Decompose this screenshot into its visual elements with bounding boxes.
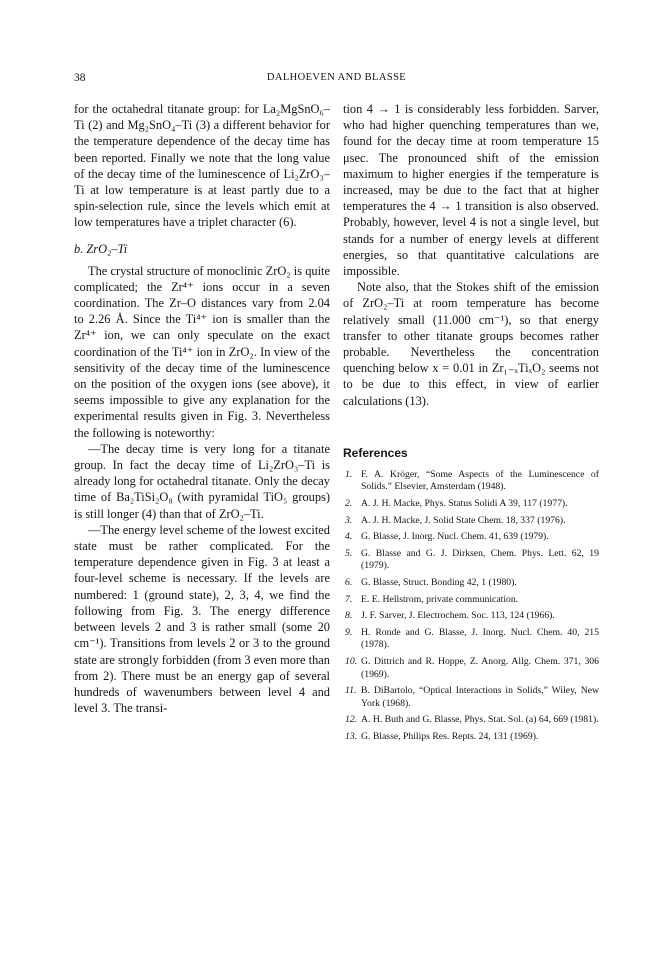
reference-text: F. A. Kröger, “Some Aspects of the Luminescence of Solids.” Elsevier, Amsterdam (1948).	[361, 468, 599, 493]
reference-number: 11.	[345, 685, 357, 697]
reference-text: A. J. H. Macke, Phys. Status Solidi A 39, 117 (1977).	[361, 498, 568, 510]
references-heading: References	[343, 445, 408, 460]
reference-text: A. H. Buth and G. Blasse, Phys. Stat. Sol. (a) 64, 669 (1981).	[361, 714, 599, 726]
reference-number: 8.	[345, 610, 353, 622]
reference-text: H. Ronde and G. Blasse, J. Inorg. Nucl. Chem. 40, 215 (1978).	[361, 626, 599, 651]
reference-text: A. J. H. Macke, J. Solid State Chem. 18, 337 (1976).	[361, 514, 566, 526]
reference-item	[343, 548, 599, 573]
left-paragraph-2: The crystal structure of monoclinic ZrO₂ is quite complicated; the Zr⁴⁺ ions occur in a seven coordination. The Zr–O distances vary from 2.04 to 2.26 Å. Since the Ti⁴⁺ ion is smaller than the Zr⁴⁺ ion, we can only speculate on the exact coordination of the Ti⁴⁺ ion in ZrO₂. In view of the sensitivity of the decay time of the luminescence on the position of the oxygen ions (see above), it seems impossible to give any explanation for the experimental results given in Fig. 3. Nevertheless the following is noteworthy:	[74, 263, 330, 440]
right-paragraph-2: Note also, that the Stokes shift of the emission of ZrO₂–Ti at room temperature has become relatively small (11.000 cm⁻¹), so that energy transfer to other titanate groups becomes rather probable. Nevertheless the concentration quenching below x = 0.01 in Zr₁₋ₓTiₓO₂ seems not to be due to this effect, in view of earlier calculations (13).	[343, 280, 599, 408]
reference-text: G. Blasse, Struct. Bonding 42, 1 (1980).	[361, 577, 517, 589]
left-paragraph-1: for the octahedral titanate group: for La₂MgSnO₆–Ti (2) and Mg₂SnO₄–Ti (3) a different behavior for the temperature dependence of the decay time has been reported. Finally we note that the long value of the decay time of the luminescence of Li₂ZrO₃–Ti at low temperature is at least partly due to a spin-selection rule, since the levels which emit at low temperatures have a triplet character (6).	[74, 102, 330, 230]
page-header	[74, 70, 599, 86]
reference-item	[343, 627, 599, 652]
reference-text: G. Dittrich and R. Hoppe, Z. Anorg. Allg. Chem. 371, 306 (1969).	[361, 655, 599, 680]
reference-item	[343, 610, 599, 623]
reference-text: B. DiBartolo, “Optical Interactions in Solids,” Wiley, New York (1968).	[361, 685, 599, 709]
running-head: DALHOEVEN AND BLASSE	[266, 72, 407, 83]
reference-number: 7.	[345, 593, 353, 605]
reference-number: 2.	[345, 498, 353, 510]
reference-number: 1.	[345, 468, 353, 480]
left-paragraph-4: —The energy level scheme of the lowest excited state must be rather complicated. For the temperature dependence given in Fig. 3 at least a four-level scheme is necessary. If the levels are numbered: 1 (ground state), 2, 3, 4, we find the following from Fig. 3. The energy difference between levels 2 and 3 is rather small (some 20 cm⁻¹). Transitions from levels 2 or 3 to the ground state are strongly forbidden (from 3 even more than from 2). There must be an energy gap of several hundreds of wavenumbers between level 4 and level 3. The transi-	[74, 522, 330, 716]
references-list	[343, 469, 599, 744]
reference-text: E. E. Hellstrom, private communication.	[361, 593, 519, 605]
reference-number: 5.	[345, 547, 353, 559]
reference-item	[343, 577, 599, 590]
section-heading: b. ZrO₂–Ti	[74, 241, 128, 256]
reference-text: J. F. Sarver, J. Electrochem. Soc. 113, 124 (1966).	[361, 610, 555, 622]
right-paragraph-1: tion 4 → 1 is considerably less forbidden. Sarver, who had higher quenching temperatures than we, found for the decay time at room temperature 15 μsec. The pronounced shift of the emission maximum to higher energies if the temperature is increased, may be due to the fact that at higher temperatures the 4 → 1 transition is also observed. Probably, however, level 4 is not a single level, but stands for a number of energy levels at different energies, so that quantitative calculations are impossible.	[343, 102, 599, 279]
reference-number: 10.	[345, 655, 358, 667]
reference-number: 12.	[345, 714, 358, 726]
reference-number: 4.	[345, 531, 353, 543]
reference-text: G. Blasse, J. Inorg. Nucl. Chem. 41, 639 (1979).	[361, 531, 549, 543]
reference-number: 13.	[345, 730, 358, 742]
right-column	[343, 101, 599, 748]
reference-item	[343, 498, 599, 511]
reference-item	[343, 594, 599, 607]
reference-number: 9.	[345, 626, 353, 638]
reference-number: 3.	[345, 514, 353, 526]
reference-item	[343, 469, 599, 494]
page-number: 38	[74, 72, 86, 84]
reference-text: G. Blasse and G. J. Dirksen, Chem. Phys. Lett. 62, 19 (1979).	[361, 547, 599, 572]
reference-item	[343, 531, 599, 544]
reference-item	[343, 731, 599, 744]
reference-item	[343, 685, 599, 710]
left-paragraph-3: —The decay time is very long for a titanate group. In fact the decay time of Li₂ZrO₃–Ti is already long for octahedral titanate. Only the decay time of Ba₂TiSi₂O₈ (with pyramidal TiO₅ groups) is still longer (4) than that of ZrO₂–Ti.	[74, 441, 330, 521]
left-column	[74, 101, 330, 716]
reference-item	[343, 714, 599, 727]
reference-item	[343, 656, 599, 681]
reference-item	[343, 515, 599, 528]
reference-number: 6.	[345, 577, 353, 589]
reference-text: G. Blasse, Philips Res. Repts. 24, 131 (1969).	[361, 730, 539, 742]
